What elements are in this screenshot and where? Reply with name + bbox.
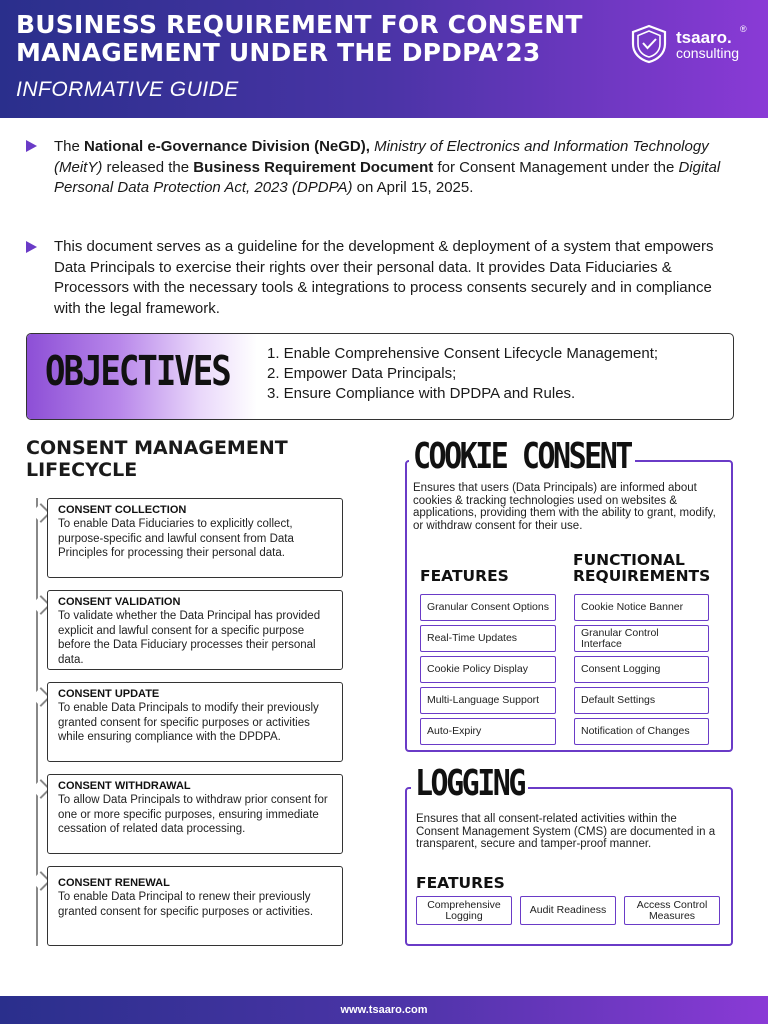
objective-item: 2. Empower Data Principals; [267,365,457,382]
shield-icon [630,24,668,64]
intro-p1-text3: for Consent Management under the [433,158,679,176]
cookie-consent-title: COOKIE CONSENT [409,438,635,476]
objective-item: 3. Ensure Compliance with DPDPA and Rules. [267,385,576,402]
functional-chip: Granular Control Interface [574,625,709,652]
step-body: To enable Data Principal to renew their previously granted consent for specific purposes or activities. [58,891,314,918]
lifecycle-step-update [47,682,343,762]
step-heading: CONSENT VALIDATION [58,596,181,608]
cookie-consent-description: Ensures that users (Data Principals) are informed about cookies & tracking technologies used on websites & applications, providing them with the ability to grant, modify, or withdraw consent for their use. [413,482,716,532]
intro-p1-negd: National e-Governance Division (NeGD), [84,138,370,155]
lifecycle-step-withdrawal [47,774,343,854]
logging-feature-chip: Comprehensive Logging [416,896,512,925]
objectives-box [26,333,734,420]
step-body: To enable Data Fiduciaries to explicitly collect, purpose-specific and lawful consent from Data Principles for processing their personal data. [58,518,294,559]
functional-chip: Consent Logging [574,656,709,683]
page-title-line1: BUSINESS REQUIREMENT FOR CONSENT [16,10,583,39]
logging-feature-chip: Access Control Measures [624,896,720,925]
lifecycle-step-validation [47,590,343,670]
functional-chip: Notification of Changes [574,718,709,745]
intro-p1-text: The [54,138,85,155]
cookie-features-title: FEATURES [420,567,509,585]
intro-p1-brd: Business Requirement Document [193,158,434,176]
intro-p1-date: on April 15, 2025. [352,179,474,196]
feature-chip: Real-Time Updates [420,625,556,652]
functional-chip: Default Settings [574,687,709,714]
feature-chip: Cookie Policy Display [420,656,556,683]
page-subtitle: INFORMATIVE GUIDE [16,78,239,101]
website-link[interactable]: www.tsaaro.com [340,1004,428,1016]
footer-bar [0,996,768,1024]
lifecycle-title: CONSENT MANAGEMENT LIFECYCLE [26,437,288,481]
feature-chip: Auto-Expiry [420,718,556,745]
cookie-functional-title: FUNCTIONAL REQUIREMENTS [573,551,711,585]
bullet-triangle-icon [26,241,37,253]
step-heading: CONSENT RENEWAL [58,877,170,889]
feature-chip: Granular Consent Options [420,594,556,621]
intro-p1-text2: released the [102,158,194,176]
lifecycle-step-collection [47,498,343,578]
step-body: To validate whether the Data Principal has provided explicit and lawful consent for a specific purpose before the Data Fiduciary processes their personal data. [58,610,321,666]
intro-paragraph-2: This document serves as a guideline for the development & deployment of a system that empowers Data Principals to exercise their rights over their personal data. It provides Data Fiduciaries & Processors with the necessary tools & integrations to process consents securely and in compliance with the legal framework. [54,238,714,317]
intro-p1-meity: Ministry of Electronics and Information Technology (MeitY) [54,138,709,176]
logo-registered-mark: ® [740,24,747,34]
intro-p1-dpdpa: Digital Personal Data Protection Act, 2023 (DPDPA) [54,158,721,196]
bullet-triangle-icon [26,140,37,152]
header-banner [0,0,768,118]
step-body: To enable Data Principals to modify their previously granted consent for specific purposes or activities while ensuring compliance with the DPDPA. [58,702,319,743]
logo-subtitle: consulting [676,45,740,61]
tsaaro-logo [630,24,760,68]
lifecycle-step-renewal [47,866,343,946]
logging-feature-chip: Audit Readiness [520,896,616,925]
page-title-line2: MANAGEMENT UNDER THE DPDPA’23 [16,38,541,67]
objective-item: 1. Enable Comprehensive Consent Lifecycle Management; [267,345,659,362]
logging-title: LOGGING [411,765,528,803]
objectives-list [267,344,658,404]
functional-chip: Cookie Notice Banner [574,594,709,621]
step-heading: CONSENT WITHDRAWAL [58,780,191,792]
objectives-title: OBJECTIVES [45,348,230,396]
intro-paragraph-1 [54,137,734,199]
step-body: To allow Data Principals to withdraw prior consent for one or more specific purposes, ensuring immediate cessation of related data processing. [58,794,328,835]
step-heading: CONSENT UPDATE [58,688,160,700]
logging-features-title: FEATURES [416,874,505,892]
logo-brand: tsaaro. [676,28,732,47]
step-heading: CONSENT COLLECTION [58,504,187,516]
feature-chip: Multi-Language Support [420,687,556,714]
logging-description: Ensures that all consent-related activities within the Consent Management System (CMS) are documented in a transparent, secure and tamper-proof manner. [416,813,716,850]
